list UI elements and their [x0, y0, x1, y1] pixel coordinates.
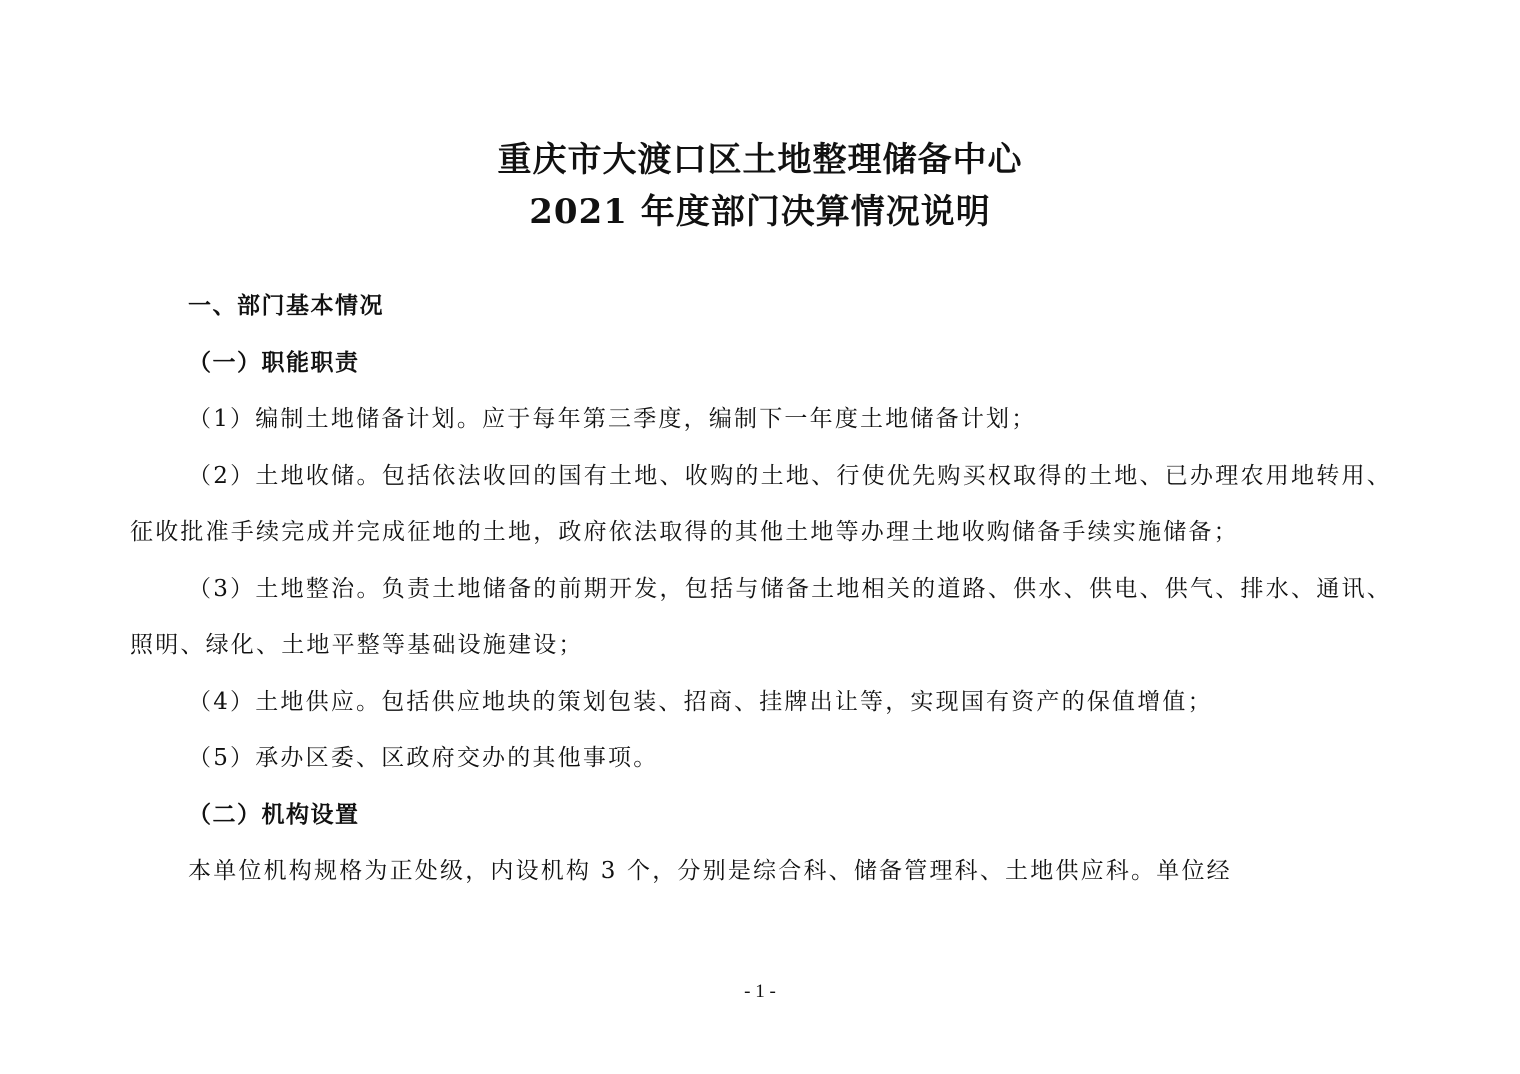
document-body — [130, 278, 1392, 900]
duty-paragraph-4: （4）土地供应。包括供应地块的策划包装、招商、挂牌出让等，实现国有资产的保值增值； — [188, 688, 1213, 715]
duty-paragraph-5: （5）承办区委、区政府交办的其他事项。 — [188, 745, 659, 771]
document-title — [0, 134, 1520, 238]
page-number: - 1 - — [744, 981, 776, 1002]
subsection-heading-organization: （二）机构设置 — [188, 800, 360, 828]
title-line-2: 2021 年度部门决算情况说明 — [529, 192, 991, 232]
title-line-1: 重庆市大渡口区土地整理储备中心 — [497, 140, 1023, 180]
subsection-heading-duties: （一）职能职责 — [188, 348, 360, 376]
organization-paragraph: 本单位机构规格为正处级，内设机构 3 个，分别是综合科、储备管理科、土地供应科。单位经 — [188, 858, 1232, 884]
duty-paragraph-2: （2）土地收储。包括依法收回的国有土地、收购的土地、行使优先购买权取得的土地、已办理农用地转用、征收批准手续完成并完成征地的土地，政府依法取得的其他土地等办理土地收购储备手续实施储备； — [130, 462, 1392, 545]
duty-paragraph-3: （3）土地整治。负责土地储备的前期开发，包括与储备土地相关的道路、供水、供电、供气、排水、通讯、照明、绿化、土地平整等基础设施建设； — [130, 575, 1392, 658]
section-heading-basic-info: 一、部门基本情况 — [188, 293, 384, 319]
duty-paragraph-1: （1）编制土地储备计划。应于每年第三季度，编制下一年度土地储备计划； — [188, 406, 1037, 432]
